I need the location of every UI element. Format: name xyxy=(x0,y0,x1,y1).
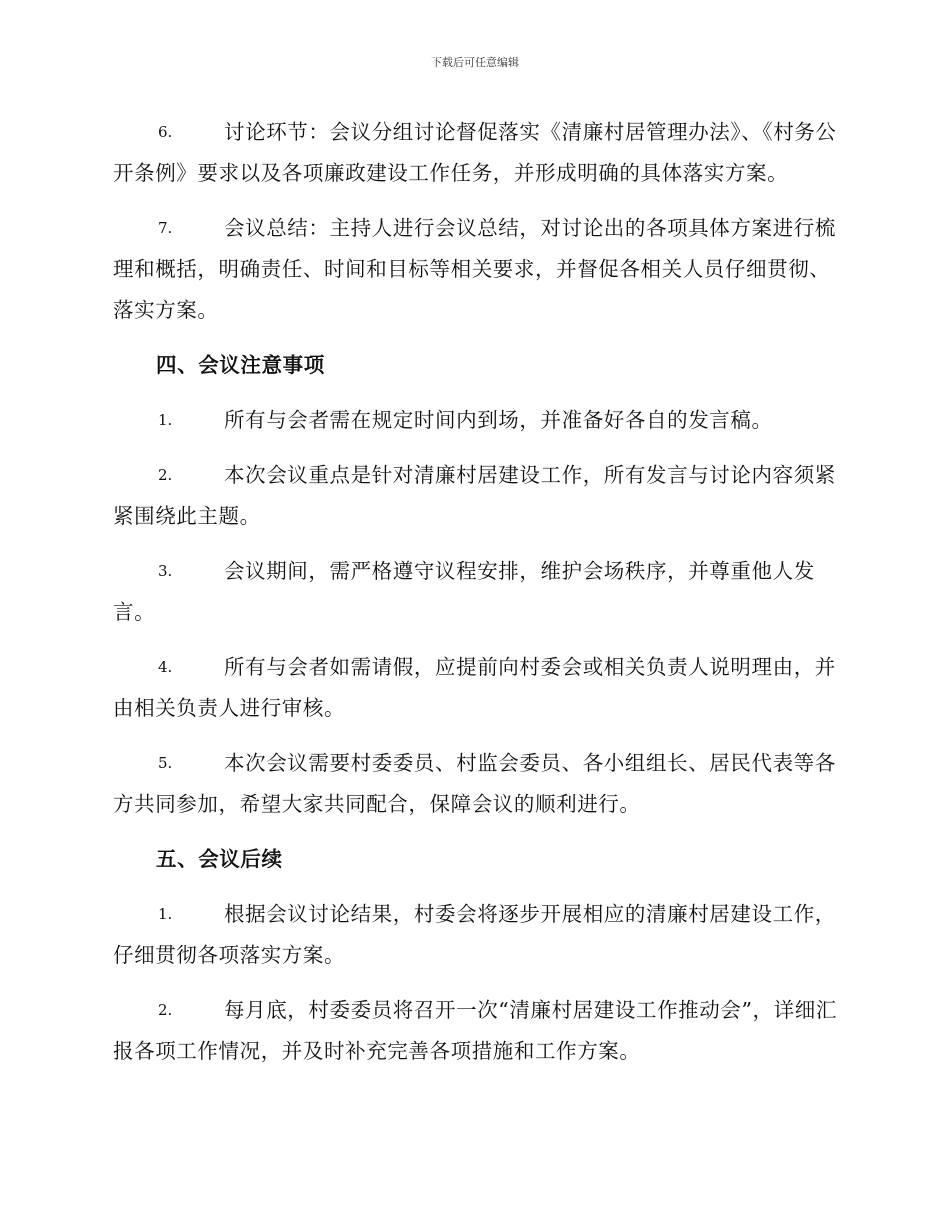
item-number: 7. xyxy=(158,219,173,237)
item-number: 2. xyxy=(158,1001,173,1019)
item-number: 4. xyxy=(158,658,173,676)
list-item xyxy=(113,112,837,194)
section-heading: 四、会议注意事项 xyxy=(156,353,325,377)
item-text: 每月底，村委委员将召开一次“清廉村居建设工作推动会”，详细汇报各项工作情况，并及时补充完善各项措施和工作方案。 xyxy=(113,998,837,1063)
item-text: 所有与会者如需请假，应提前向村委会或相关负责人说明理由，并由相关负责人进行审核。 xyxy=(113,655,836,720)
document-body xyxy=(113,112,837,1086)
item-text: 本次会议重点是针对清廉村居建设工作，所有发言与讨论内容须紧紧围绕此主题。 xyxy=(113,463,836,528)
item-number: 6. xyxy=(158,123,173,141)
item-number: 1. xyxy=(158,411,173,429)
list-item xyxy=(113,743,837,825)
list-item xyxy=(113,647,837,729)
item-text: 根据会议讨论结果，村委会将逐步开展相应的清廉村居建设工作，仔细贯彻各项落实方案。 xyxy=(113,902,836,967)
item-number: 3. xyxy=(158,562,173,580)
list-item xyxy=(113,208,837,331)
item-text: 讨论环节：会议分组讨论督促落实《清廉村居管理办法》、《村务公开条例》要求以及各项廉政建设工作任务，并形成明确的具体落实方案。 xyxy=(113,120,837,185)
section-heading: 五、会议后续 xyxy=(156,847,283,871)
item-number: 2. xyxy=(158,466,173,484)
list-item xyxy=(113,551,837,633)
list-item xyxy=(113,400,837,441)
item-number: 5. xyxy=(158,754,173,772)
list-item xyxy=(113,990,837,1072)
item-number: 1. xyxy=(158,905,173,923)
item-text: 所有与会者需在规定时间内到场，并准备好各自的发言稿。 xyxy=(224,408,773,432)
page-header: 下载后可任意编辑 xyxy=(431,56,519,69)
list-item xyxy=(113,894,837,976)
item-text: 本次会议需要村委委员、村监会委员、各小组组长、居民代表等各方共同参加，希望大家共同配合，保障会议的顺利进行。 xyxy=(113,751,836,816)
item-text: 会议总结：主持人进行会议总结，对讨论出的各项具体方案进行梳理和概括，明确责任、时间和目标等相关要求，并督促各相关人员仔细贯彻、落实方案。 xyxy=(113,216,836,322)
list-item xyxy=(113,455,837,537)
item-text: 会议期间，需严格遵守议程安排，维护会场秩序，并尊重他人发言。 xyxy=(113,559,815,624)
